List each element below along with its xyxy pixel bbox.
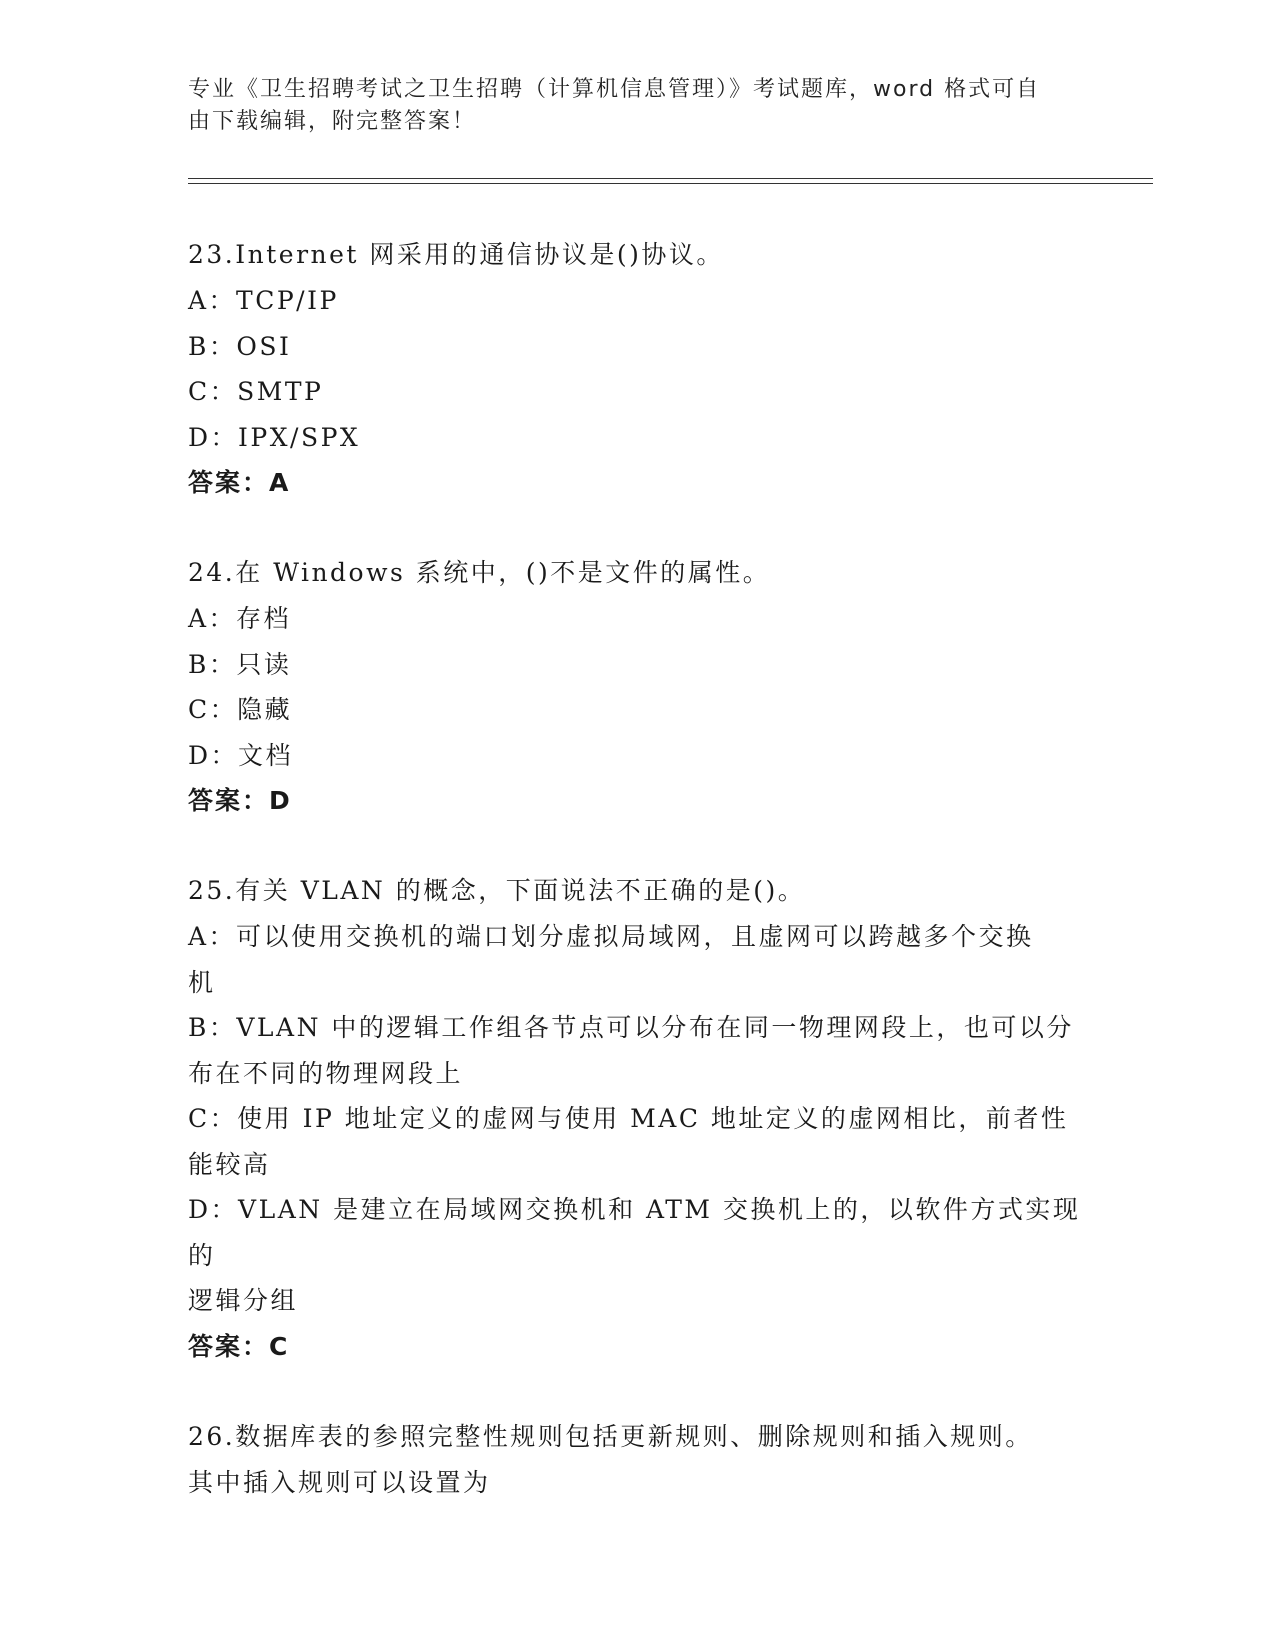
answer-value: D (269, 786, 292, 815)
document-header (188, 74, 1088, 138)
header-divider-bottom (188, 183, 1153, 184)
answer-option: B：只读 (188, 649, 292, 679)
answer-value: A (269, 468, 291, 497)
answer-key (188, 778, 1088, 824)
answer-option: B：OSI (188, 331, 292, 361)
answer-key (188, 1324, 1088, 1370)
answer-option: A：存档 (188, 604, 292, 633)
answer-option: 逻辑分组 (188, 1286, 299, 1315)
question-block (188, 1414, 1088, 1506)
question-stem: 26.数据库表的参照完整性规则包括更新规则、删除规则和插入规则。 (188, 1421, 1033, 1451)
answer-option: D：IPX/SPX (188, 422, 361, 452)
question-block (188, 232, 1088, 506)
header-divider-top (188, 178, 1153, 179)
header-line-2: 由下载编辑，附完整答案！ (188, 109, 477, 134)
question-stem: 其中插入规则可以设置为 (188, 1467, 491, 1497)
answer-option: 机 (188, 967, 216, 997)
question-stem: 23.Internet 网采用的通信协议是()协议。 (188, 240, 724, 269)
answer-option: B：VLAN 中的逻辑工作组各节点可以分布在同一物理网段上，也可以分 (188, 1013, 1074, 1042)
question-block (188, 868, 1088, 1370)
answer-option: D：文档 (188, 740, 294, 770)
answer-option: D：VLAN 是建立在局域网交换机和 ATM 交换机上的，以软件方式实现的 (188, 1195, 1081, 1270)
answer-label: 答案： (188, 1331, 270, 1361)
question-stem: 25.有关 VLAN 的概念，下面说法不正确的是()。 (188, 876, 806, 905)
question-block (188, 550, 1088, 824)
answer-key (188, 460, 1088, 506)
answer-option: C：SMTP (188, 377, 324, 406)
answer-value: C (269, 1331, 290, 1361)
answer-option: C：使用 IP 地址定义的虚网与使用 MAC 地址定义的虚网相比，前者性 (188, 1104, 1069, 1133)
answer-option: C：隐藏 (188, 695, 293, 724)
header-line-1: 专业《卫生招聘考试之卫生招聘（计算机信息管理）》考试题库，word 格式可自 (188, 77, 1041, 102)
answer-label: 答案： (188, 468, 270, 497)
question-list (188, 232, 1088, 1550)
answer-option: 布在不同的物理网段上 (188, 1058, 464, 1088)
answer-option: A：TCP/IP (188, 286, 339, 315)
question-stem: 24.在 Windows 系统中，()不是文件的属性。 (188, 558, 771, 587)
answer-option: 能较高 (188, 1149, 271, 1179)
answer-option: A：可以使用交换机的端口划分虚拟局域网，且虚网可以跨越多个交换 (188, 922, 1034, 951)
answer-label: 答案： (188, 786, 270, 815)
